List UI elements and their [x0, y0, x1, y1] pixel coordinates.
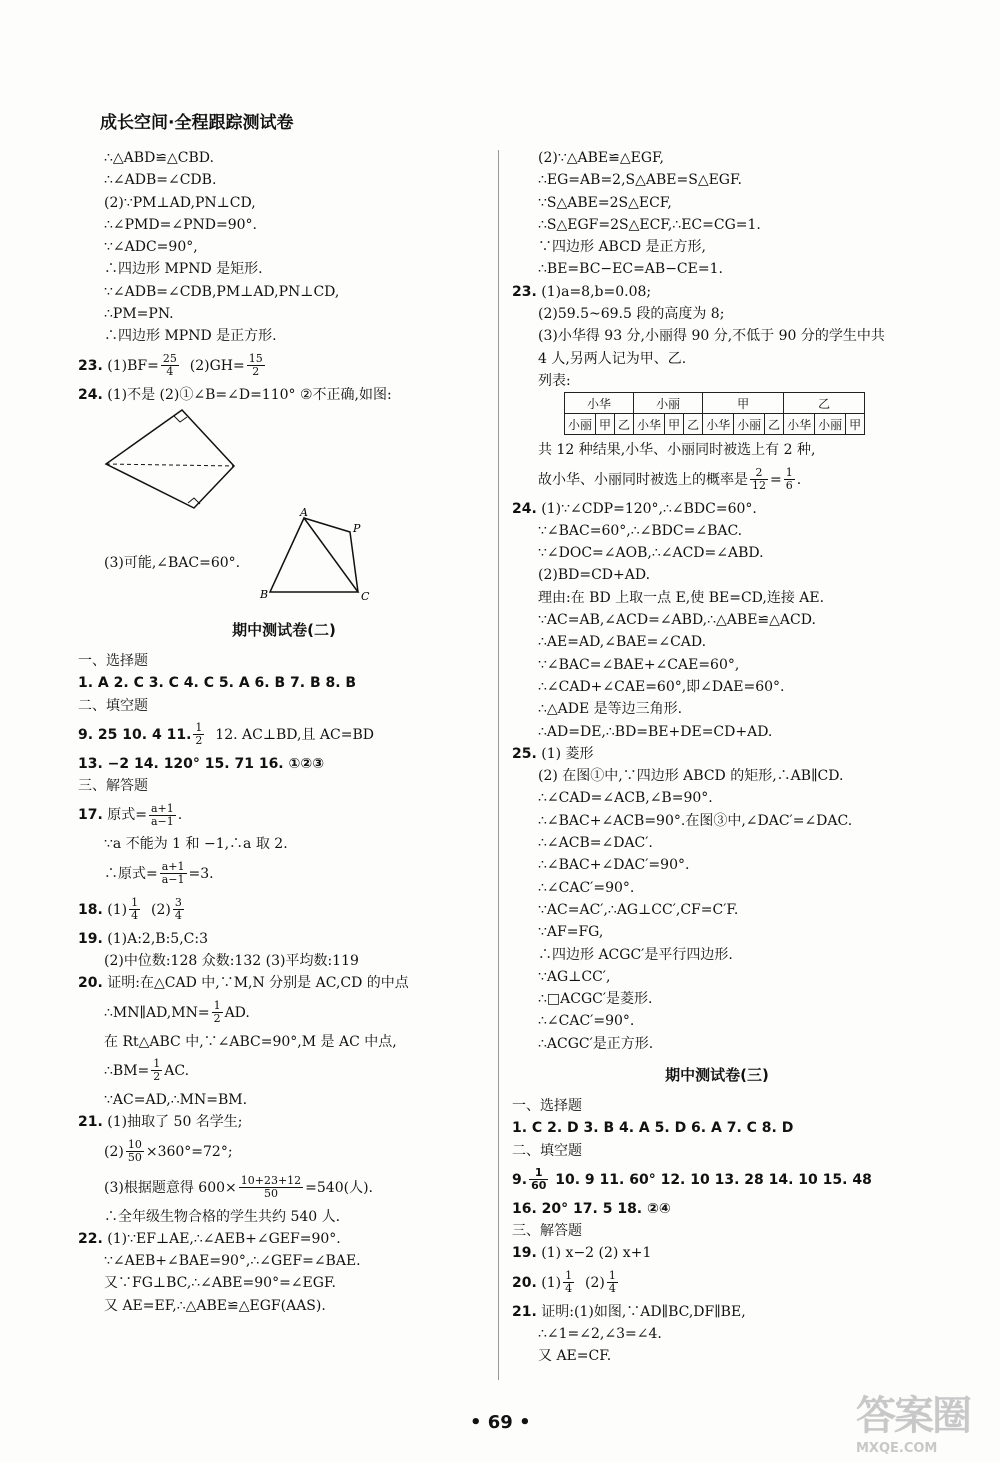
right-column: (2)∵△ABE≌△EGF, ∴EG=AB=2,S△ABE=S△EGF. ∵S△ABE=2S△ECF, ∴S△EGF=2S△ECF,∴EC=CG=1. ∵四边形 ABCD 是正方形, ∴BE=BC−EC=AB−CE=1. 23. (1)a=8,b=0.08; (2)59.5~69.5 段的高度为 8; (3)小华得 93 分,小丽得 90 分,不低于 90 分的学生中共 4 人,另两人记为甲、乙. 列表: 小华 小丽 甲 乙 小丽 甲 乙 小华 甲 乙 小华 小丽 乙 小华 小丽 甲 共 12 种结果,小华、小丽同时被选上有 2 种, 故小华、小丽同时被选上的概率是 $\frac{2}{12}$ = $\frac{1}{6}$ . 24. (1)∵∠CDP=120°,∴∠BDC=60°. ∵∠BAC=60°,∴∠BDC=∠BAC. ∵∠DOC=∠AOB,∴∠ACD=∠ABD. (2)BD=CD+AD. 理由:在 BD 上取一点 E,使 BE=CD,连接 AE. ∵AC=AB,∠ACD=∠ABD,∴△ABE≌△ACD. ∴AE=AD,∠BAE=∠CAD. ∵∠BAC=∠BAE+∠CAE=60°, ∴∠CAD+∠CAE=60°,即∠DAE=60°. ∴△ADE 是等边三角形. ∴AD=DE,∴BD=BE+DE=CD+AD. 25. (1) 菱形 (2) 在图①中,∵四边形 ABCD 的矩形,∴AB∥CD. ∴∠CAD=∠ACB,∠B=90°. ∴∠BAC+∠ACB=90°.在图③中,∠DAC′=∠DAC. ∴∠ACB=∠DAC′. ∴∠BAC+∠DAC′=90°. ∴∠CAC′=90°. ∵AC=AC′,∴AG⊥CC′,CF=C′F. ∵AF=FG, ∴四边形 ACGC′是平行四边形. ∵AG⊥CC′, ∴□ACGC′是菱形. ∴∠CAC′=90°. ∴ACGC′是正方形. 期中测试卷(三) 一、选择题 1. C 2. D 3. B 4. A 5. D 6. A 7. C 8. D 二、填空题 9. $\frac{1}{60}$ 10. 9 11. 60° 12. 10 13. 28 14. 10 15. 48 16. 20° 17. 5 18. ②④ 三、解答题 19. (1) x−2 (2) x+1 20. (1) $\frac{1}{4}$ (2) $\frac{1}{4}$ 21. 证明:(1)如图,∵AD∥BC,DF∥BE, ∴∠1=∠2,∠3=∠4. 又 AE=CF.: [512, 147, 922, 1368]
answer-line: ∵∠ADB=∠CDB,PM⊥AD,PN⊥CD,: [104, 283, 340, 300]
triangle-svg: [258, 506, 398, 604]
choice-answers: 1. A 2. C 3. C 4. C 5. A 6. B 7. B 8. B: [78, 675, 357, 692]
answer-line: ∴∠PMD=∠PND=90°.: [104, 216, 257, 233]
section-heading: 三、解答题: [78, 778, 148, 795]
quadrilateral-figure: [78, 406, 490, 512]
fraction: $\frac{1}{4}$: [608, 1269, 616, 1296]
fraction: $\frac{1}{2}$: [195, 721, 203, 748]
question-21: 21. (1)抽取了 50 名学生;: [78, 1114, 243, 1131]
quadrilateral-svg: [98, 408, 298, 512]
table-cell: 甲: [596, 414, 615, 435]
fraction: $\frac{a+1}{a-1}$: [151, 801, 174, 828]
fraction: $\frac{1}{4}$: [131, 896, 139, 923]
question-18: 18. (1) $\frac{1}{4}$ (2) $\frac{3}{4}$: [78, 896, 182, 923]
fraction: $\frac{1}{2}$: [213, 999, 221, 1026]
table-cell: 小华: [634, 414, 665, 435]
answer-line: ∴PM=PN.: [104, 306, 174, 323]
table-cell: 甲: [846, 414, 865, 435]
fraction: $\frac{15}{2}$: [248, 352, 263, 379]
answer-line: ∵∠ADC=90°,: [104, 239, 198, 256]
question-19: 19. (1)A:2,B:5,C:3: [78, 930, 208, 947]
table-cell: 甲: [703, 393, 784, 414]
section-heading: 二、填空题: [512, 1142, 582, 1159]
watermark-logo: 答案圈 MXQE.COM: [856, 1393, 970, 1456]
outcome-table: [564, 392, 865, 435]
table-cell: 小华: [784, 414, 815, 435]
table-cell: 乙: [615, 414, 634, 435]
fraction: $\frac{10+23+12}{50}$: [240, 1174, 302, 1201]
question-24: 24. (1)不是 (2)①∠B=∠D=110° ②不正确,如图:: [78, 386, 392, 403]
table-cell: 小华: [565, 393, 634, 414]
section-heading: 一、选择题: [512, 1097, 582, 1114]
answer-line: ∴四边形 MPND 是矩形.: [104, 261, 263, 278]
question-number: 24.: [78, 386, 103, 403]
answer-line: ∴△ABD≌△CBD.: [104, 150, 214, 166]
fraction: $\frac{1}{4}$: [565, 1269, 573, 1296]
column-divider: [498, 150, 499, 1380]
section-heading: 二、填空题: [78, 697, 148, 714]
fraction: $\frac{a+1}{a-1}$: [161, 860, 185, 887]
table-cell: 乙: [784, 393, 865, 414]
fraction: $\frac{3}{4}$: [174, 896, 182, 923]
fraction: $\frac{1}{6}$: [785, 466, 793, 493]
table-cell: 小丽: [634, 393, 703, 414]
triangle-figure: (3)可能,∠BAC=60°. A B C P: [78, 512, 490, 610]
answer-line: ∴四边形 MPND 是正方形.: [104, 328, 277, 345]
label-P: P: [353, 521, 361, 535]
question-23: 23. (1)a=8,b=0.08;: [512, 283, 652, 300]
fill-answers: 9. $\frac{1}{60}$ 10. 9 11. 60° 12. 10 13. 28 14. 10 15. 48: [512, 1166, 872, 1193]
table-cell: 甲: [665, 414, 684, 435]
fraction: $\frac{10}{50}$: [127, 1138, 142, 1165]
table-cell: 乙: [684, 414, 703, 435]
page-header: 成长空间·全程跟踪测试卷: [100, 113, 294, 133]
answer-line: (2)∵PM⊥AD,PN⊥CD,: [104, 194, 256, 211]
section-heading: 一、选择题: [78, 652, 148, 669]
fill-answers: 16. 20° 17. 5 18. ②④: [512, 1200, 671, 1217]
fill-answers: 13. −2 14. 120° 15. 71 16. ①②③: [78, 755, 325, 772]
label-A: A: [300, 505, 308, 519]
question-21: 21. 证明:(1)如图,∵AD∥BC,DF∥BE,: [512, 1303, 746, 1320]
section-title: 期中测试卷(三): [665, 1065, 769, 1084]
page-number: • 69 •: [470, 1412, 531, 1433]
fill-answers: 9. 25 10. 4 11. $\frac{1}{2}$ 12. AC⊥BD,且 AC=BD: [78, 721, 374, 748]
question-23: 23. (1)BF= $\frac{25}{4}$ (2)GH= $\frac{15}{2}$: [78, 352, 263, 379]
question-number: 23.: [78, 357, 103, 374]
left-column: ∴△ABD≌△CBD. ∴∠ADB=∠CDB. (2)∵PM⊥AD,PN⊥CD, ∴∠PMD=∠PND=90°. ∵∠ADC=90°, ∴四边形 MPND 是矩形. ∵∠ADB=∠CDB,PM⊥AD,PN⊥CD, ∴PM=PN. ∴四边形 MPND 是正方形. 23. (1)BF= $\frac{25}{4}$ (2)GH= $\frac{15}{2}$ 24. (1)不是 (2)①∠B=∠D=110° ②不正确,如图: (3)可能,∠BAC=60°. A B C P 期中测试卷(二) 一、选择题 1. A 2. C 3. C 4. C 5. A 6. B 7. B 8. B 二、填空题 9. 25 10. 4 11. $\frac{1}{2}$ 12. AC⊥BD,且 AC=BD 13. −2 14. 120° 15. 71 16. ①②③ 三、解答题 17. 原式= $\frac{a+1}{a-1}$ . ∵a 不能为 1 和 −1,∴a 取 2. ∴原式= $\frac{a+1}{a-1}$ =3. 18. (1) $\frac{1}{4}$ (2) $\frac{3}{4}$ 19. (1)A:2,B:5,C:3 (2)中位数:128 众数:132 (3)平均数:119 20. 证明:在△CAD 中,∵M,N 分别是 AC,CD 的中点 ∴MN∥AD,MN= $\frac{1}{2}$ AD. 在 Rt△ABC 中,∵∠ABC=90°,M 是 AC 中点, ∴BM= $\frac{1}{2}$ AC. ∵AC=AD,∴MN=BM. 21. (1)抽取了 50 名学生; (2) $\frac{10}{50}$ ×360°=72°; (3)根据题意得 600× $\frac{10+23+12}{50}$ =540(人). ∴全年级生物合格的学生共约 540 人. 22. (1)∵EF⊥AE,∴∠AEB+∠GEF=90°. ∵∠AEB+∠BAE=90°,∴∠GEF=∠BAE. 又∵FG⊥BC,∴∠ABE=90°=∠EGF. 又 AE=EF,∴△ABE≌△EGF(AAS).: [78, 147, 490, 1317]
fraction: $\frac{1}{60}$: [531, 1166, 547, 1193]
fraction: $\frac{2}{12}$: [752, 466, 766, 493]
table-cell: 小丽: [565, 414, 596, 435]
choice-answers: 1. C 2. D 3. B 4. A 5. D 6. A 7. C 8. D: [512, 1120, 794, 1137]
question-20: 20. (1) $\frac{1}{4}$ (2) $\frac{1}{4}$: [512, 1269, 616, 1296]
question-19: 19. (1) x−2 (2) x+1: [512, 1245, 652, 1262]
table-header-row: [565, 393, 865, 414]
label-C: C: [361, 589, 370, 603]
table-row: [565, 414, 865, 435]
question-25: 25. (1) 菱形: [512, 745, 594, 762]
table-cell: 小丽: [734, 414, 765, 435]
section-title: 期中测试卷(二): [232, 620, 336, 639]
label-B: B: [260, 587, 269, 601]
table-cell: 小华: [703, 414, 734, 435]
question-20: 20. 证明:在△CAD 中,∵M,N 分别是 AC,CD 的中点: [78, 975, 409, 992]
fraction: $\frac{1}{2}$: [153, 1057, 161, 1084]
question-24: 24. (1)∵∠CDP=120°,∴∠BDC=60°.: [512, 500, 757, 517]
answer-line: ∴∠ADB=∠CDB.: [104, 172, 217, 189]
fraction: $\frac{25}{4}$: [162, 352, 177, 379]
question-17: 17. 原式= $\frac{a+1}{a-1}$ .: [78, 801, 183, 828]
section-heading: 三、解答题: [512, 1223, 582, 1240]
question-22: 22. (1)∵EF⊥AE,∴∠AEB+∠GEF=90°.: [78, 1230, 341, 1247]
table-cell: 小丽: [815, 414, 846, 435]
table-cell: 乙: [765, 414, 784, 435]
